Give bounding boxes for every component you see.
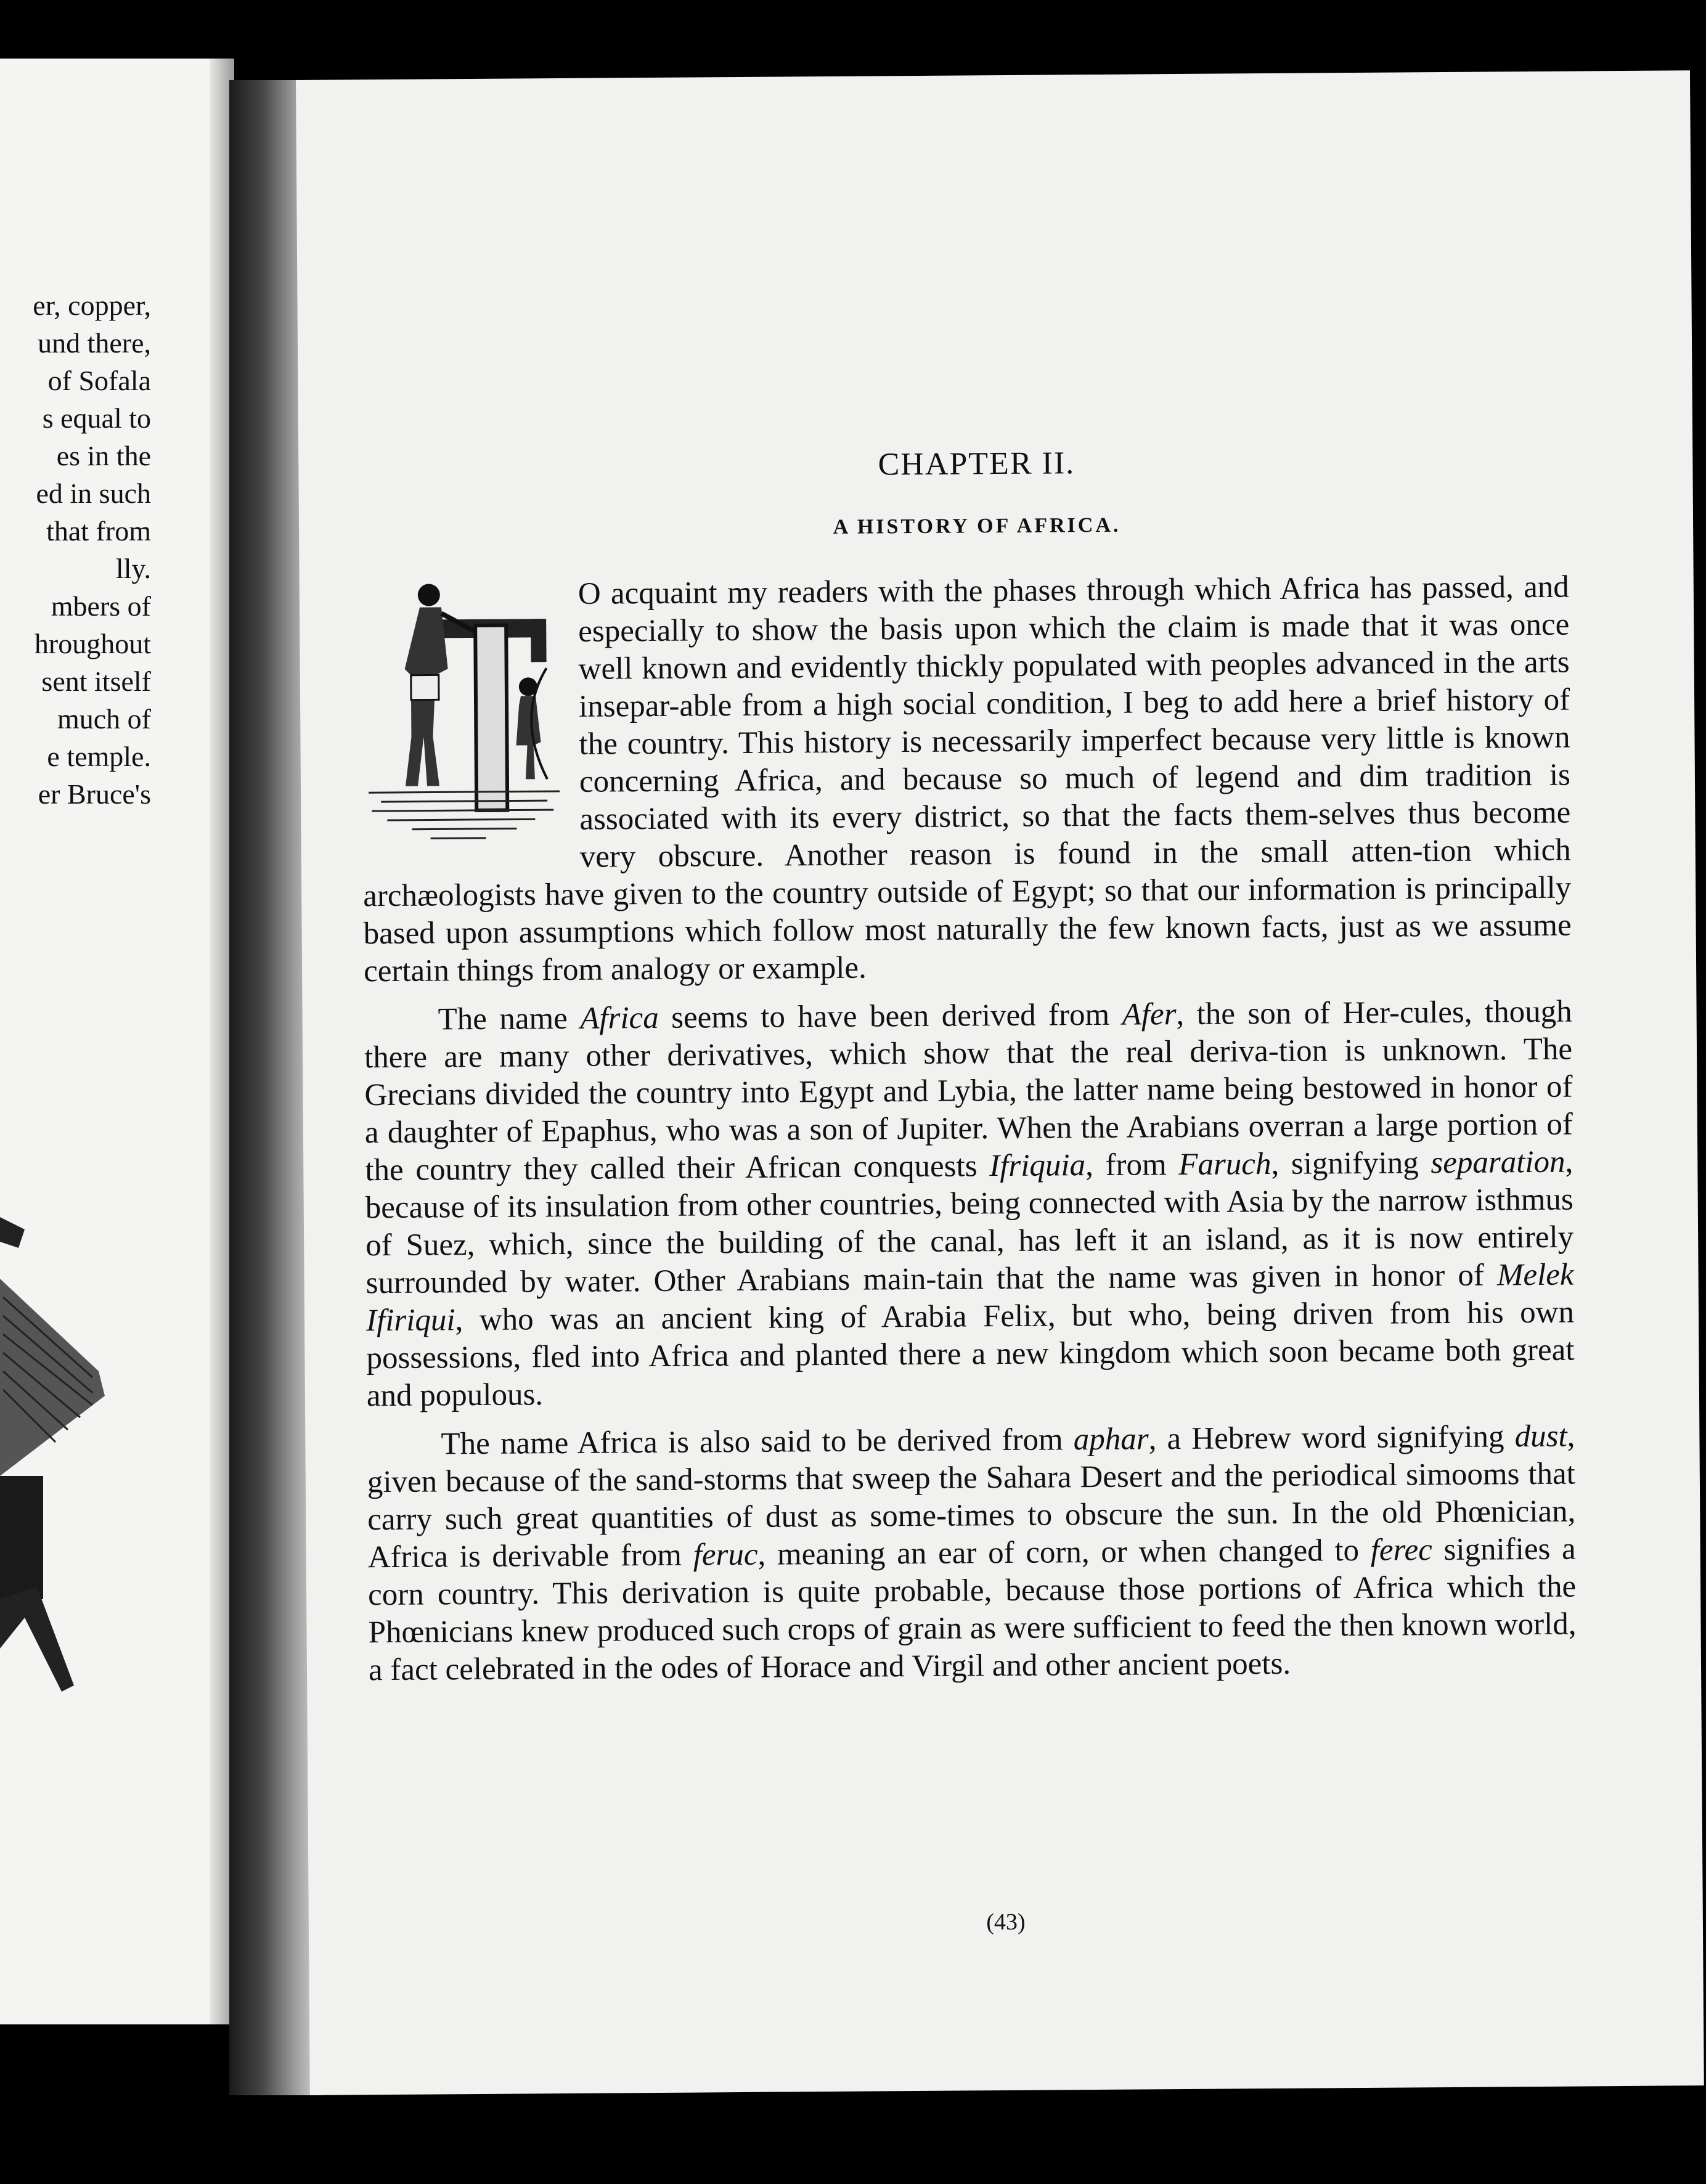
italic-term: Ifriquia	[989, 1148, 1086, 1184]
right-page	[296, 70, 1704, 2095]
italic-term: Faruch	[1178, 1146, 1271, 1183]
text-run: , the son of Her-cules, though there are many other derivatives, which show that the real deriva-tion is unknown. The Grecians divided the country into Egypt and Lybia, the latter name being bestowed in honor of a daughter of Epaphus, who was a son of Jupiter. When the Arabians overran a large portion of the country they called their African conquests	[364, 994, 1573, 1188]
left-line: sent itself	[41, 666, 151, 697]
left-line: s equal to	[42, 402, 151, 434]
text-run: , signifying	[1271, 1146, 1431, 1181]
italic-term: separation	[1431, 1144, 1565, 1181]
left-line: hroughout	[34, 628, 151, 659]
italic-term: Melek Ifiriqui	[365, 1257, 1574, 1339]
italic-term: feruc	[693, 1537, 758, 1573]
text-run: , who was an ancient king of Arabia Felix, but who, being driven from his own possessions, fled into Africa and planted there a new kingdom which soon became both great and populous.	[366, 1295, 1575, 1414]
italic-term: aphar	[1073, 1422, 1149, 1457]
left-line: lly.	[115, 553, 151, 584]
left-line: mbers of	[51, 590, 151, 622]
page-number: (43)	[986, 1909, 1026, 1936]
left-line: of Sofala	[47, 365, 151, 396]
left-line: er, copper,	[33, 290, 151, 321]
chapter-content	[360, 441, 1577, 1690]
paragraph-2	[364, 993, 1575, 1416]
left-line: much of	[57, 703, 151, 735]
text-run: , because of its insulation from other countries, being connected with Asia by the narrow isthmus of Suez, which, since the building of the canal, has left it an island, as it is now entirely surrounded by water. Other Arabians main-tain that the name was given in honor of	[365, 1144, 1574, 1301]
left-line: es in the	[56, 440, 151, 471]
italic-term: Africa	[580, 1000, 659, 1036]
text-run: seems to have been derived from	[658, 997, 1122, 1035]
left-line: that from	[46, 515, 151, 547]
text-run: , a Hebrew word signifying	[1148, 1419, 1515, 1457]
italic-term: Afer	[1122, 997, 1177, 1032]
text-run: signifies a corn country. This derivation is quite probable, because those portions of Africa which the Phœnicians knew produced such crops of grain as were sufficient to feed the then known world, a fact celebrated in the odes of Horace and Virgil and other ancient poets.	[367, 1531, 1577, 1688]
paragraph-3	[367, 1418, 1577, 1690]
text-run: , from	[1085, 1147, 1179, 1183]
left-page-text	[0, 287, 234, 813]
left-line: er Bruce's	[38, 778, 151, 810]
left-page	[0, 59, 234, 2024]
left-page-engraving	[0, 1217, 111, 1710]
text-run: The name	[438, 1001, 581, 1037]
text-run: , meaning an ear of corn, or when changed to	[757, 1533, 1371, 1572]
text-run: , given because of the sand-storms that sweep the Sahara Desert and the periodical simooms that carry such great quantities of dust as some-times to obscure the sun. In the old Phœnician, Africa is derivable from	[367, 1419, 1576, 1575]
paragraph-1: O acquaint my readers with the phases through which Africa has passed, and especially to show the basis upon which the claim is made that it was once well known and evidently thickly populated with peoples advanced in the arts insepar-able from a high social condition, I beg to add here a brief history of the country. This history is necessarily imperfect because very little is known concerning Africa, and because so much of legend and dim tradition is associated with its every district, so that the facts them-selves thus become very obscure. Another reason is found in the small atten-tion which archæologists have given to the country outside of Egypt; so that our information is principally based upon assumptions which follow most naturally the few known facts, just as we assume certain things from analogy or example.	[363, 569, 1572, 989]
chapter-title: CHAPTER II.	[878, 446, 1075, 483]
left-line: e temple.	[47, 741, 151, 772]
text-run: The name Africa is also said to be derived from	[441, 1422, 1074, 1462]
illustrated-drop-cap	[361, 576, 566, 848]
italic-term: dust	[1514, 1419, 1567, 1454]
italic-term: ferec	[1370, 1533, 1433, 1568]
left-line: ed in such	[36, 478, 151, 509]
left-line: und there,	[38, 327, 151, 359]
chapter-subtitle: A HISTORY OF AFRICA.	[833, 513, 1121, 539]
